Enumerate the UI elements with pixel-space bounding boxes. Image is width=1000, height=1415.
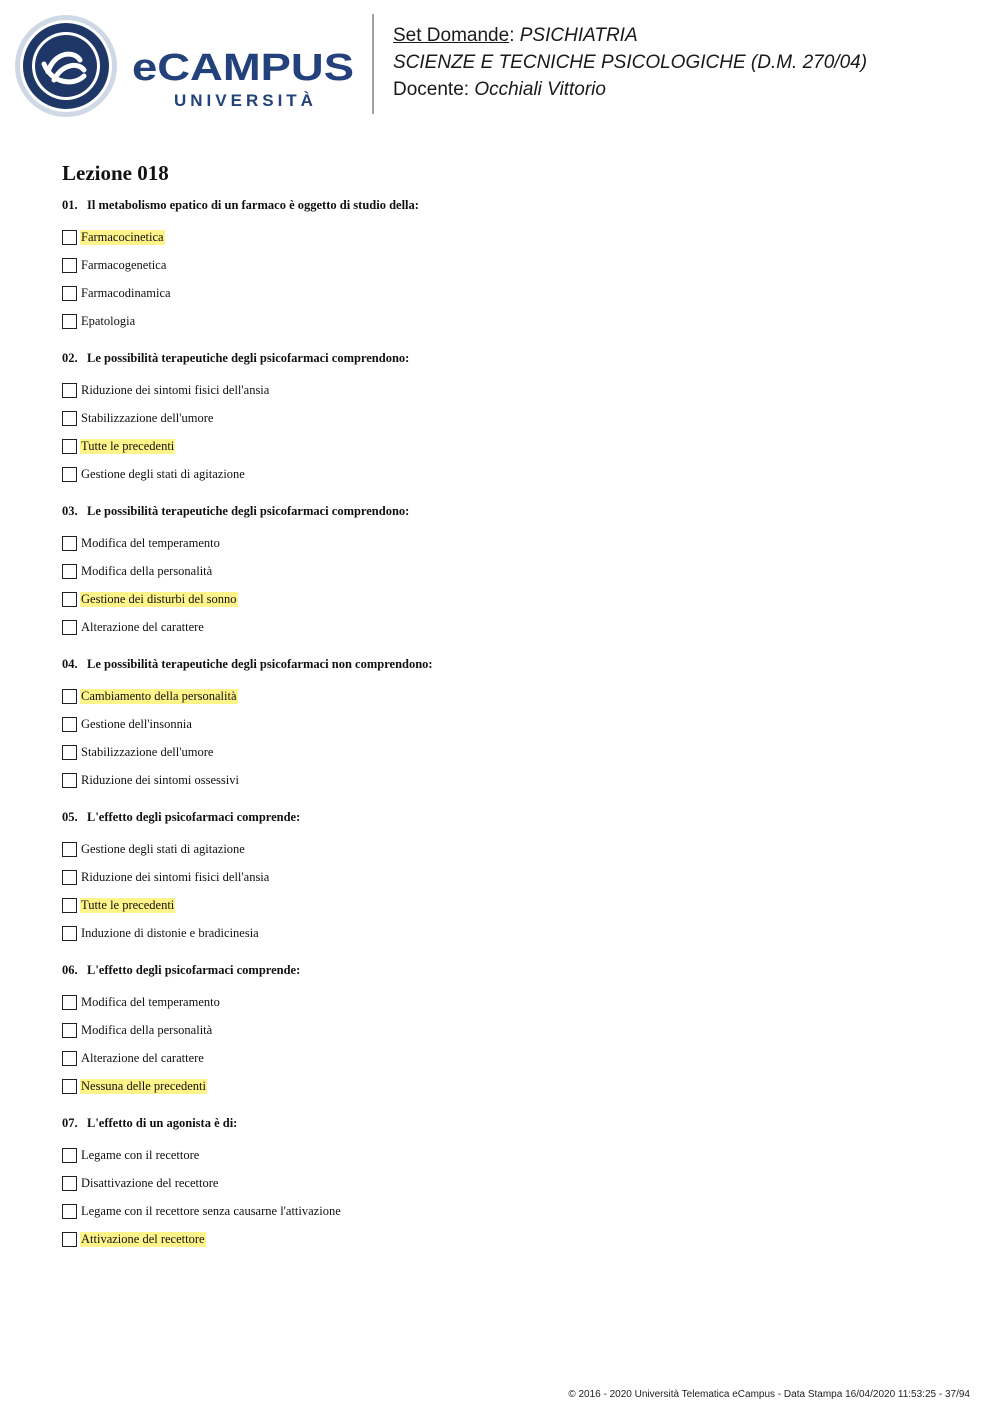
teacher-line: [393, 76, 867, 103]
answer-checkbox[interactable]: [62, 926, 77, 941]
answer-checkbox[interactable]: [62, 1023, 77, 1038]
question-list: [62, 196, 962, 1267]
ecampus-seal-logo: [14, 14, 118, 118]
question-text: L'effetto di un agonista è di:: [87, 1116, 238, 1130]
answer-text-correct: Gestione dei disturbi del sonno: [81, 591, 237, 606]
answer-text: Modifica della personalità: [81, 563, 213, 578]
answer-checkbox[interactable]: [62, 898, 77, 913]
question-text: L'effetto degli psicofarmaci comprende:: [87, 963, 301, 977]
ecampus-wordmark-logo: [132, 44, 356, 112]
question-block: [62, 655, 962, 794]
header-info: [393, 22, 867, 103]
answer-option[interactable]: [62, 1197, 962, 1225]
answer-option[interactable]: [62, 738, 962, 766]
answer-text: Riduzione dei sintomi fisici dell'ansia: [81, 869, 270, 884]
answer-text-correct: Farmacocinetica: [81, 229, 164, 244]
page-footer: © 2016 - 2020 Università Telematica eCampus - Data Stampa 16/04/2020 11:53:25 - 37/94: [568, 1389, 970, 1400]
answer-checkbox[interactable]: [62, 230, 77, 245]
answer-text: Gestione degli stati di agitazione: [81, 466, 245, 481]
answer-text: Induzione di distonie e bradicinesia: [81, 925, 259, 940]
answer-text: Epatologia: [81, 313, 136, 328]
answer-checkbox[interactable]: [62, 564, 77, 579]
answer-option[interactable]: [62, 223, 962, 251]
question-number: 01.: [62, 198, 78, 212]
answer-option[interactable]: [62, 460, 962, 488]
question-number: 02.: [62, 351, 78, 365]
answer-text: Modifica della personalità: [81, 1022, 213, 1037]
answer-checkbox[interactable]: [62, 1204, 77, 1219]
answer-text: Gestione dell'insonnia: [81, 716, 192, 731]
question-title: [62, 655, 962, 674]
answer-option[interactable]: [62, 279, 962, 307]
set-line: Set Domande: PSICHIATRIA: [393, 25, 638, 46]
answer-option[interactable]: [62, 585, 962, 613]
logo-word: eCAMPUS: [132, 47, 354, 89]
answer-option[interactable]: [62, 835, 962, 863]
header-divider: [372, 14, 374, 114]
answer-checkbox[interactable]: [62, 592, 77, 607]
answer-checkbox[interactable]: [62, 536, 77, 551]
answer-text: Stabilizzazione dell'umore: [81, 410, 214, 425]
answer-checkbox[interactable]: [62, 1232, 77, 1247]
answer-option[interactable]: [62, 766, 962, 794]
answer-option[interactable]: [62, 251, 962, 279]
answer-text: Riduzione dei sintomi ossessivi: [81, 772, 239, 787]
answer-option[interactable]: [62, 1044, 962, 1072]
question-number: 03.: [62, 504, 78, 518]
question-text: Il metabolismo epatico di un farmaco è oggetto di studio della:: [87, 198, 419, 212]
question-number: 05.: [62, 810, 78, 824]
answer-checkbox[interactable]: [62, 620, 77, 635]
answer-checkbox[interactable]: [62, 286, 77, 301]
answer-checkbox[interactable]: [62, 995, 77, 1010]
question-block: [62, 961, 962, 1100]
answer-text-correct: Tutte le precedenti: [81, 438, 175, 453]
question-block: [62, 349, 962, 488]
answer-option[interactable]: [62, 613, 962, 641]
answer-text-correct: Attivazione del recettore: [81, 1231, 205, 1246]
answer-text: Modifica del temperamento: [81, 994, 220, 1009]
answer-text-correct: Cambiamento della personalità: [81, 688, 237, 703]
question-title: [62, 1114, 962, 1133]
answer-option[interactable]: [62, 682, 962, 710]
answer-checkbox[interactable]: [62, 439, 77, 454]
set-label: Set Domande: [393, 25, 510, 46]
question-title: [62, 808, 962, 827]
lesson-title: Lezione 018: [62, 161, 169, 185]
question-text: Le possibilità terapeutiche degli psicofarmaci comprendono:: [87, 351, 410, 365]
answer-checkbox[interactable]: [62, 411, 77, 426]
question-block: [62, 1114, 962, 1253]
set-value: PSICHIATRIA: [519, 25, 638, 46]
answer-checkbox[interactable]: [62, 842, 77, 857]
answer-text: Disattivazione del recettore: [81, 1175, 219, 1190]
answer-text: Modifica del temperamento: [81, 535, 220, 550]
answer-option[interactable]: [62, 891, 962, 919]
answer-text: Farmacogenetica: [81, 257, 167, 272]
answer-option[interactable]: [62, 557, 962, 585]
question-text: Le possibilità terapeutiche degli psicofarmaci comprendono:: [87, 504, 410, 518]
answer-checkbox[interactable]: [62, 1079, 77, 1094]
answer-checkbox[interactable]: [62, 773, 77, 788]
answer-option[interactable]: [62, 1072, 962, 1100]
question-title: [62, 349, 962, 368]
question-title: [62, 502, 962, 521]
answer-option[interactable]: [62, 863, 962, 891]
answer-option[interactable]: [62, 529, 962, 557]
answer-checkbox[interactable]: [62, 1176, 77, 1191]
answer-checkbox[interactable]: [62, 314, 77, 329]
answer-text: Farmacodinamica: [81, 285, 171, 300]
answer-text: Legame con il recettore: [81, 1147, 200, 1162]
teacher-name: Occhiali Vittorio: [474, 79, 606, 100]
answer-checkbox[interactable]: [62, 745, 77, 760]
answer-option[interactable]: [62, 988, 962, 1016]
question-title: [62, 196, 962, 215]
answer-checkbox[interactable]: [62, 1051, 77, 1066]
answer-text: Gestione degli stati di agitazione: [81, 841, 245, 856]
question-block: [62, 196, 962, 335]
question-block: [62, 502, 962, 641]
answer-option[interactable]: [62, 376, 962, 404]
answer-checkbox[interactable]: [62, 467, 77, 482]
answer-checkbox[interactable]: [62, 383, 77, 398]
course-line: [393, 49, 867, 76]
answer-text: Stabilizzazione dell'umore: [81, 744, 214, 759]
answer-text: Riduzione dei sintomi fisici dell'ansia: [81, 382, 270, 397]
answer-checkbox[interactable]: [62, 258, 77, 273]
answer-option[interactable]: [62, 404, 962, 432]
answer-option[interactable]: [62, 432, 962, 460]
answer-checkbox[interactable]: [62, 870, 77, 885]
answer-checkbox[interactable]: [62, 717, 77, 732]
teacher-label: Docente:: [393, 79, 470, 100]
answer-option[interactable]: [62, 919, 962, 947]
question-block: [62, 808, 962, 947]
answer-option[interactable]: [62, 1016, 962, 1044]
answer-checkbox[interactable]: [62, 1148, 77, 1163]
answer-option[interactable]: [62, 307, 962, 335]
answer-text-correct: Tutte le precedenti: [81, 897, 175, 912]
question-text: Le possibilità terapeutiche degli psicofarmaci non comprendono:: [87, 657, 433, 671]
answer-text: Alterazione del carattere: [81, 619, 204, 634]
question-text: L'effetto degli psicofarmaci comprende:: [87, 810, 301, 824]
answer-text: Legame con il recettore senza causarne l'attivazione: [81, 1203, 341, 1218]
question-number: 07.: [62, 1116, 78, 1130]
answer-text: Alterazione del carattere: [81, 1050, 204, 1065]
answer-option[interactable]: [62, 1141, 962, 1169]
answer-option[interactable]: [62, 1169, 962, 1197]
logo-sub: UNIVERSITÀ: [174, 91, 317, 110]
answer-checkbox[interactable]: [62, 689, 77, 704]
answer-option[interactable]: [62, 1225, 962, 1253]
course-name: SCIENZE E TECNICHE PSICOLOGICHE (D.M. 270/04): [393, 52, 868, 73]
question-title: [62, 961, 962, 980]
answer-option[interactable]: [62, 710, 962, 738]
answer-text-correct: Nessuna delle precedenti: [81, 1078, 206, 1093]
question-number: 04.: [62, 657, 78, 671]
page-header: [0, 0, 1000, 130]
question-number: 06.: [62, 963, 78, 977]
